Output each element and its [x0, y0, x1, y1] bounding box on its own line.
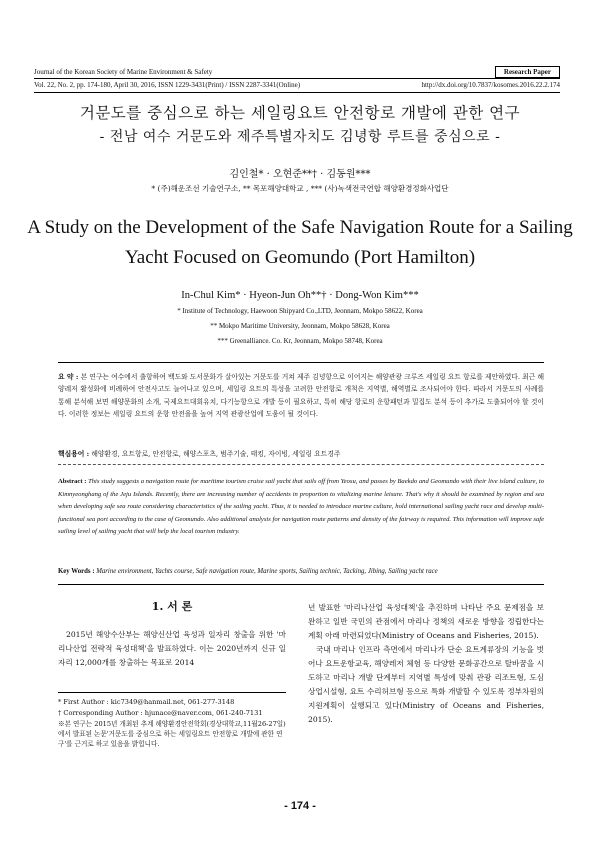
body-right-paragraph-1: 년 발표한 '마리나산업 육성대책'을 추진하며 나타난 주요 문제점을 보완하고 일반 국민의 관점에서 마리나 정책의 새로운 방향을 정립한다는 계획 아래 마련되었다(Ministry of Oceans and Fisheries, 2015).: [308, 603, 544, 640]
body-right-paragraph-2: 국내 마리나 인프라 측면에서 마리나가 단순 요트계류장의 기능을 벗어나 요트운항교육, 해양레저 체험 등 다양한 문화공간으로 탈바꿈을 시도하고 마리나 개발 단계부터 지역별 특성에 맞춰 관광 리조트형, 도심 상업시설형, 요트 수리허브형 등으로 특화 개발할 수 있도록 정부차원의 지원계획이 실행되고 있다(Ministry of Oceans and Fisheries, 2015).: [308, 645, 544, 724]
abstract-korean-label: 요 약 :: [58, 373, 79, 381]
title-korean: 거문도를 중심으로 하는 세일링요트 안전항로 개발에 관한 연구: [79, 104, 521, 122]
research-paper-badge: Research Paper: [495, 66, 560, 78]
title-english-line-1: A Study on the Development of the Safe Navigation Route for a Sailing: [27, 217, 573, 238]
title-english-line-2: Yacht Focused on Geomundo (Port Hamilton): [124, 247, 476, 268]
abstract-rule-top: [58, 362, 544, 363]
affiliation-english-2: ** Mokpo Maritime University, Jeonnam, Mokpo 58628, Korea: [210, 322, 390, 330]
keywords-korean-text: 해양환경, 요트항로, 안전항로, 해양스포츠, 범주기술, 태킹, 자이빙, 세일링 요트경주: [91, 450, 341, 458]
footnote-first-author: * First Author : kic7349@hanmail.net, 061-277-3148: [58, 698, 235, 706]
affiliation-english-3: *** Greenalliance. Co. Kr, Jeonnam, Mokpo 58748, Korea: [217, 337, 383, 345]
affiliation-english-1: * Institute of Technology, Haewoon Shipyard Co.,LTD, Jeonnam, Mokpo 58622, Korea: [177, 307, 423, 315]
journal-name: Journal of the Korean Society of Marine Environment & Safety: [34, 68, 213, 76]
abstract-english: [58, 476, 544, 539]
keywords-korean-label: 핵심용어 :: [58, 450, 90, 458]
subtitle-korean: - 전남 여수 거문도와 제주특별자치도 김녕항 루트를 중심으로 -: [99, 129, 501, 145]
abstract-english-text: This study suggests a navigation route for maritime tourism cruise sail yacht that sails off from Yeosu, and passes by Baekdo and Geomundo with their live island culture, to Kimnyeonghang of the Jeju Islands. Recently, there are increasing number of accidents in proportion to vitalizing marine leisure. That's why it should be examined by region and sea when developing safe sea route considering characteristics of the sailing yacht. Thus, it is needed to introduce marine culture, hold international sailing yacht race and develop multi-functional sea port according to the case of Geomundo. Also additional analysis for navigation route patterns and density of the fairway is required. This information will improve safe sailing level of sailing yacht that will help the local tourism industry.: [58, 478, 544, 536]
authors-english: In-Chul Kim* · Hyeon-Jun Oh**† · Dong-Won Kim***: [181, 290, 419, 301]
keywords-english: [58, 568, 544, 575]
doi-link[interactable]: http://dx.doi.org/10.7837/kosomes.2016.22.2.174: [421, 81, 560, 89]
authors-korean: 김인철* · 오현준**† · 김동원***: [229, 169, 371, 180]
volume-info: Vol. 22, No. 2, pp. 174-180, April 30, 2016, ISSN 1229-3431(Print) / ISSN 2287-3341(Online): [34, 81, 301, 89]
abstract-korean-text: 본 연구는 여수에서 출항하여 백도와 도서문화가 살아있는 거문도를 거쳐 제주 김녕항으로 이어지는 해양관광 크루즈 세일링 요트 항로를 제안하였다. 최근 해양레저 활성화에 비례하여 안전사고도 늘어나고 있으며, 세일링 요트의 특성을 고려한 안전항로 개척은 지역별, 해역별로 조사되어야 한다. 따라서 거문도의 사례를 통해 분석해 보면 해양문화의 소개, 국제요트대회유치, 다기능항으로 개발 등이 필요하고, 특히 해당 항로의 운항패턴과 밀집도 분석 등이 추가로 도출되어야 할 것이다. 이러한 정보는 세일링 요트의 운항 안전을을 높여 지역 관광산업에 도움이 될 것이다.: [58, 373, 545, 419]
header-rule-top: [34, 78, 560, 79]
keywords-english-text: Marine environment, Yachts course, Safe navigation route, Marine sports, Sailing technic, Tacking, Jibing, Sailing yacht race: [96, 568, 438, 575]
body-right-column: [308, 601, 544, 727]
footnote-rule: [58, 692, 286, 693]
keywords-korean: [58, 448, 544, 458]
abstract-english-label: Abstract :: [58, 478, 87, 485]
body-left-column: 2015년 해양수산부는 해양신산업 육성과 일자리 창출을 위한 '마리나산업 전략적 육성대책'을 발표하였다. 이는 2020년까지 신규 일자리 12,000개를 창출하는 목표로 2014: [58, 630, 286, 667]
abstract-rule-bottom: [58, 584, 544, 585]
footnote-corresponding-author: † Corresponding Author : hjunace@naver.com, 061-240-7131: [58, 709, 263, 717]
page-number: - 174 -: [284, 800, 316, 812]
section-heading-introduction: 1. 서 론: [151, 600, 193, 613]
abstract-divider: [58, 464, 544, 465]
affiliations-korean: * (주)해운조선 기술연구소, ** 목포해양대학교 , *** (사)녹색전국연합 해양환경정화사업단: [151, 184, 449, 193]
header-rule-bottom: [34, 92, 560, 93]
abstract-korean: [58, 371, 544, 421]
keywords-english-label: Key Words :: [58, 568, 95, 575]
title-english: [0, 213, 600, 273]
footnote-acknowledgement: ※본 연구는 2015년 개최된 추계 해양환경안전학회(경상대학교,11월26-27일)에서 발표된 논문'거문도를 중심으로 하는 세일링요트 안전항로 개발에 관한 연구'를 근거로 하고 있음을 밝힙니다.: [58, 720, 286, 748]
